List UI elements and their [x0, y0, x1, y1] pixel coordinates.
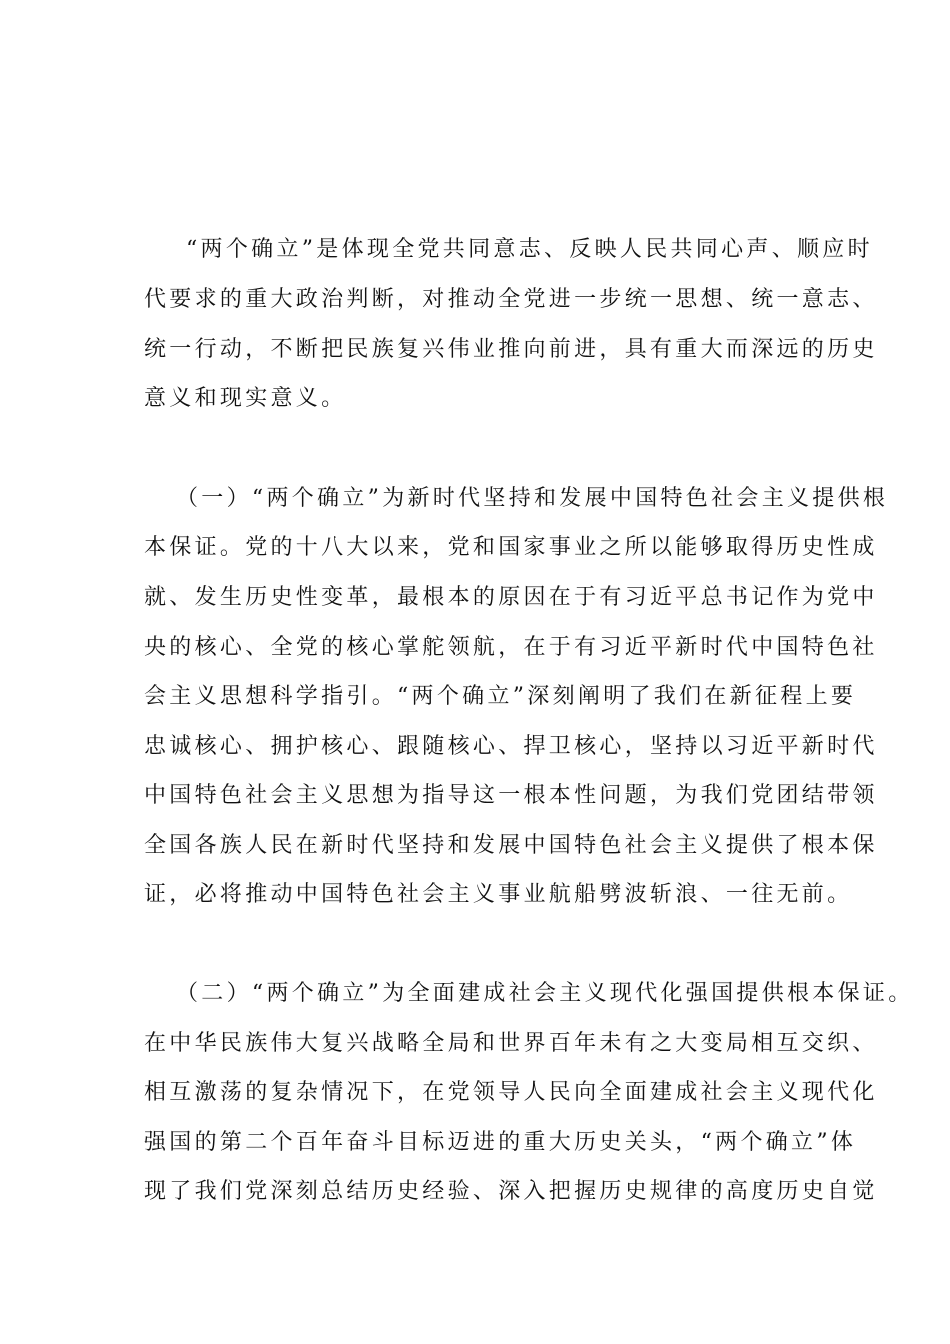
paragraph-3-line-3: 相互激荡的复杂情况下，在党领导人民向全面建成社会主义现代化: [144, 1080, 878, 1105]
paragraph-3-line-2: 在中华民族伟大复兴战略全局和世界百年未有之大变局相互交织、: [144, 1031, 878, 1056]
paragraph-3-line-5: 现了我们党深刻总结历史经验、深入把握历史规律的高度历史自觉: [144, 1179, 878, 1204]
paragraph-1-line-4: 意义和现实意义。: [144, 386, 347, 411]
paragraph-2-line-8: 全国各族人民在新时代坚持和发展中国特色社会主义提供了根本保: [144, 833, 878, 858]
paragraph-3-line-1: （二）“两个确立”为全面建成社会主义现代化强国提供根本保证。: [176, 981, 914, 1006]
paragraph-3-line-4: 强国的第二个百年奋斗目标迈进的重大历史关头，“两个确立”体: [144, 1130, 857, 1155]
paragraph-1-line-1: “两个确立”是体现全党共同意志、反映人民共同心声、顺应时: [186, 237, 873, 262]
paragraph-2-line-3: 就、发生历史性变革，最根本的原因在于有习近平总书记作为党中: [144, 585, 878, 610]
paragraph-1-line-3: 统一行动，不断把民族复兴伟业推向前进，具有重大而深远的历史: [144, 337, 878, 362]
paragraph-2-line-5: 会主义思想科学指引。“两个确立”深刻阐明了我们在新征程上要: [144, 684, 857, 709]
paragraph-1-line-2: 代要求的重大政治判断，对推动全党进一步统一思想、统一意志、: [144, 287, 878, 312]
paragraph-2-line-4: 央的核心、全党的核心掌舵领航，在于有习近平新时代中国特色社: [144, 635, 878, 660]
paragraph-2-line-1: （一）“两个确立”为新时代坚持和发展中国特色社会主义提供根: [176, 486, 889, 511]
paragraph-2-line-7: 中国特色社会主义思想为指导这一根本性问题，为我们党团结带领: [144, 783, 878, 808]
paragraph-2-line-9: 证，必将推动中国特色社会主义事业航船劈波斩浪、一往无前。: [144, 882, 853, 907]
paragraph-2-line-2: 本保证。党的十八大以来，党和国家事业之所以能够取得历史性成: [144, 535, 878, 560]
paragraph-2-line-6: 忠诚核心、拥护核心、跟随核心、捍卫核心，坚持以习近平新时代: [144, 734, 878, 759]
